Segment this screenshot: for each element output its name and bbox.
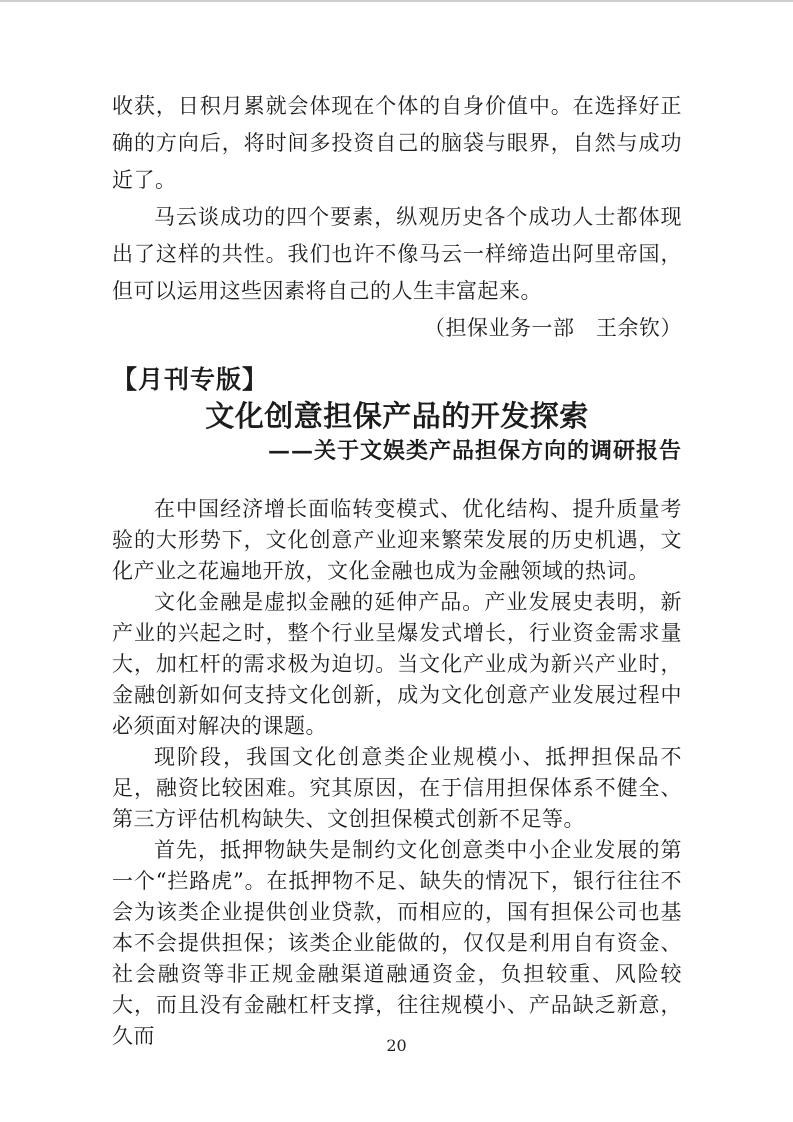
page-content — [112, 0, 682, 1052]
previous-article-tail — [112, 0, 682, 347]
paragraph: 首先，抵押物缺失是制约文化创意类中小企业发展的第一个“拦路虎”。在抵押物不足、缺失的情况下，银行往往不会为该类企业提供创业贷款，而相应的，国有担保公司也基本不会提供担保；该类企业能做的，仅仅是利用自有资金、社会融资等非正规金融渠道融通资金，负担较重、风险较大，而且没有金融杠杆支撑，往往规模小、产品缺乏新意，久而 — [112, 838, 682, 1048]
paragraph: 文化金融是虚拟金融的延伸产品。产业发展史表明，新产业的兴起之时，整个行业呈爆发式增长，行业资金需求量大，加杠杆的需求极为迫切。当文化产业成为新兴产业时，金融创新如何支持文化创新，成为文化创意产业发展过程中必须面对解决的课题。 — [112, 590, 682, 738]
article-subtitle: ——关于文娱类产品担保方向的调研报告 — [267, 438, 682, 464]
column-header: 【月刊专版】 — [112, 365, 269, 394]
paragraph: 马云谈成功的四个要素，纵观历史各个成功人士都体现出了这样的共性。我们也许不像马云一样缔造出阿里帝国，但可以运用这些因素将自己的人生丰富起来。 — [112, 205, 682, 303]
page-number: 20 — [386, 1036, 407, 1055]
paragraph: 现阶段，我国文化创意类企业规模小、抵押担保品不足，融资比较困难。究其原因，在于信用担保体系不健全、第三方评估机构缺失、文创担保模式创新不足等。 — [112, 745, 682, 831]
author-attribution: （担保业务一部 王余钦） — [424, 316, 682, 340]
article-title: 文化创意担保产品的开发探索 — [205, 399, 589, 433]
paragraph: 在中国经济增长面临转变模式、优化结构、提升质量考验的大形势下，文化创意产业迎来繁荣发展的历史机遇，文化产业之花遍地开放，文化金融也成为金融领域的热词。 — [112, 497, 682, 583]
article-body — [112, 494, 682, 1052]
paragraph: 收获，日积月累就会体现在个体的自身价值中。在选择好正确的方向后，将时间多投资自己的脑袋与眼界，自然与成功近了。 — [112, 94, 682, 192]
